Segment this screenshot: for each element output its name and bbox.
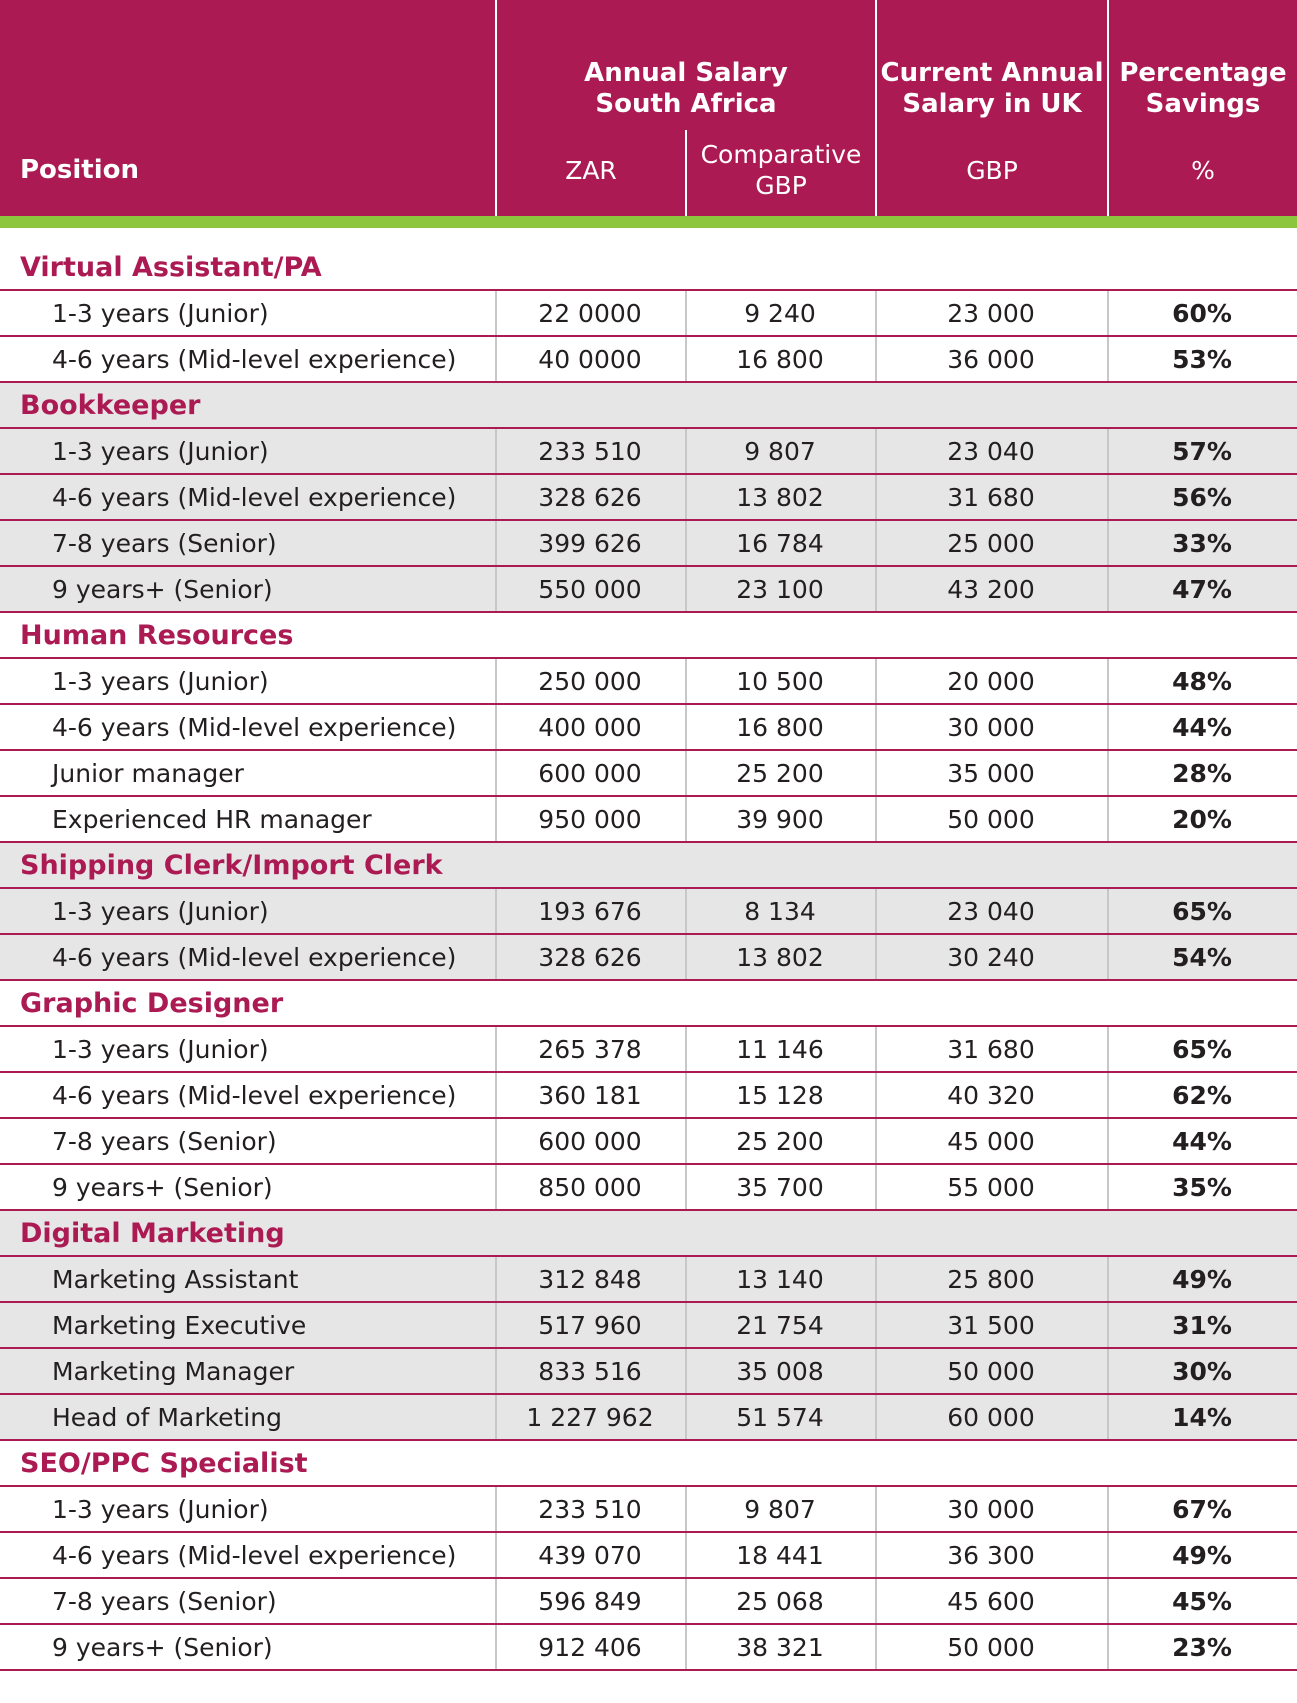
position-cell: 4-6 years (Mid-level experience) [52, 1541, 457, 1570]
zar-cell: 600 000 [538, 759, 642, 788]
savings-cell: 33% [1172, 529, 1232, 558]
zar-cell: 40 0000 [538, 345, 642, 374]
position-cell: Marketing Assistant [52, 1265, 299, 1294]
comparative-gbp-cell: 39 900 [736, 805, 824, 834]
zar-cell: 1 227 962 [526, 1403, 654, 1432]
group-title: Graphic Designer [20, 988, 284, 1019]
uk-salary-cell: 45 600 [947, 1587, 1035, 1616]
uk-salary-cell: 40 320 [947, 1081, 1035, 1110]
position-cell: 4-6 years (Mid-level experience) [52, 943, 457, 972]
table-row [0, 1625, 1297, 1671]
header-uk-gbp: GBP [966, 156, 1018, 185]
table-row [0, 1533, 1297, 1579]
group-title: Digital Marketing [20, 1218, 285, 1249]
uk-salary-cell: 31 500 [947, 1311, 1035, 1340]
savings-cell: 62% [1172, 1081, 1232, 1110]
uk-salary-cell: 30 000 [947, 713, 1035, 742]
position-cell: 4-6 years (Mid-level experience) [52, 1081, 457, 1110]
group-title: Bookkeeper [20, 390, 201, 421]
position-cell: Marketing Executive [52, 1311, 307, 1340]
group-title: Virtual Assistant/PA [20, 252, 322, 283]
uk-salary-cell: 35 000 [947, 759, 1035, 788]
group-title: Shipping Clerk/Import Clerk [20, 850, 443, 881]
uk-salary-cell: 23 040 [947, 897, 1035, 926]
position-cell: 4-6 years (Mid-level experience) [52, 713, 457, 742]
table-row [0, 797, 1297, 843]
position-cell: 4-6 years (Mid-level experience) [52, 345, 457, 374]
header-annual-salary-sa [497, 58, 875, 120]
comparative-gbp-cell: 9 807 [744, 1495, 816, 1524]
comparative-gbp-cell: 25 200 [736, 1127, 824, 1156]
comparative-gbp-cell: 15 128 [736, 1081, 824, 1110]
uk-salary-cell: 55 000 [947, 1173, 1035, 1202]
position-cell: 1-3 years (Junior) [52, 897, 269, 926]
comparative-gbp-cell: 13 802 [736, 483, 824, 512]
position-group [0, 981, 1297, 1211]
uk-salary-cell: 20 000 [947, 667, 1035, 696]
savings-cell: 28% [1172, 759, 1232, 788]
savings-cell: 49% [1172, 1265, 1232, 1294]
uk-salary-cell: 25 800 [947, 1265, 1035, 1294]
savings-cell: 20% [1172, 805, 1232, 834]
header-savings [1109, 58, 1297, 120]
position-cell: 9 years+ (Senior) [52, 1173, 273, 1202]
zar-cell: 600 000 [538, 1127, 642, 1156]
uk-salary-cell: 36 000 [947, 345, 1035, 374]
position-group [0, 383, 1297, 613]
zar-cell: 850 000 [538, 1173, 642, 1202]
savings-cell: 67% [1172, 1495, 1232, 1524]
savings-cell: 56% [1172, 483, 1232, 512]
position-group [0, 1441, 1297, 1671]
savings-cell: 47% [1172, 575, 1232, 604]
group-title: Human Resources [20, 620, 294, 651]
header-uk-line2: Salary in UK [902, 89, 1082, 119]
position-cell: 7-8 years (Senior) [52, 1127, 277, 1156]
comparative-gbp-cell: 9 807 [744, 437, 816, 466]
header-savings-percent: % [1191, 156, 1215, 185]
position-group [0, 613, 1297, 843]
comparative-gbp-cell: 13 802 [736, 943, 824, 972]
table-row [0, 1073, 1297, 1119]
table-row [0, 291, 1297, 337]
position-cell: 1-3 years (Junior) [52, 667, 269, 696]
comparative-gbp-cell: 35 008 [736, 1357, 824, 1386]
position-cell: 1-3 years (Junior) [52, 299, 269, 328]
zar-cell: 250 000 [538, 667, 642, 696]
uk-salary-cell: 23 040 [947, 437, 1035, 466]
uk-salary-cell: 50 000 [947, 1357, 1035, 1386]
header-position: Position [20, 155, 140, 185]
position-group [0, 245, 1297, 383]
uk-salary-cell: 23 000 [947, 299, 1035, 328]
table-row [0, 429, 1297, 475]
savings-cell: 57% [1172, 437, 1232, 466]
comparative-gbp-cell: 16 800 [736, 713, 824, 742]
position-cell: 1-3 years (Junior) [52, 437, 269, 466]
position-group [0, 1211, 1297, 1441]
table-row [0, 521, 1297, 567]
table-row [0, 1257, 1297, 1303]
zar-cell: 950 000 [538, 805, 642, 834]
zar-cell: 833 516 [538, 1357, 642, 1386]
position-cell: 9 years+ (Senior) [52, 575, 273, 604]
savings-cell: 44% [1172, 713, 1232, 742]
header-comparative-gbp [687, 139, 875, 201]
zar-cell: 360 181 [538, 1081, 642, 1110]
zar-cell: 312 848 [538, 1265, 642, 1294]
table-row [0, 337, 1297, 383]
comparative-gbp-cell: 35 700 [736, 1173, 824, 1202]
comparative-gbp-cell: 38 321 [736, 1633, 824, 1662]
table-row [0, 1487, 1297, 1533]
uk-salary-cell: 31 680 [947, 1035, 1035, 1064]
savings-cell: 44% [1172, 1127, 1232, 1156]
savings-cell: 60% [1172, 299, 1232, 328]
header-uk-salary [877, 58, 1107, 120]
zar-cell: 265 378 [538, 1035, 642, 1064]
header-uk-line1: Current Annual [880, 58, 1104, 88]
uk-salary-cell: 50 000 [947, 1633, 1035, 1662]
comparative-gbp-cell: 10 500 [736, 667, 824, 696]
header-comparative-line1: Comparative [700, 140, 862, 169]
uk-salary-cell: 30 000 [947, 1495, 1035, 1524]
zar-cell: 193 676 [538, 897, 642, 926]
table-header [0, 0, 1297, 216]
position-cell: 9 years+ (Senior) [52, 1633, 273, 1662]
position-cell: 7-8 years (Senior) [52, 1587, 277, 1616]
zar-cell: 233 510 [538, 1495, 642, 1524]
table-row [0, 1395, 1297, 1441]
position-cell: 1-3 years (Junior) [52, 1495, 269, 1524]
position-cell: Head of Marketing [52, 1403, 282, 1432]
uk-salary-cell: 30 240 [947, 943, 1035, 972]
header-comparative-line2: GBP [755, 171, 807, 200]
savings-cell: 31% [1172, 1311, 1232, 1340]
zar-cell: 517 960 [538, 1311, 642, 1340]
comparative-gbp-cell: 25 200 [736, 759, 824, 788]
uk-salary-cell: 50 000 [947, 805, 1035, 834]
group-title: SEO/PPC Specialist [20, 1448, 308, 1479]
table-row [0, 1349, 1297, 1395]
table-row [0, 1027, 1297, 1073]
table-row [0, 659, 1297, 705]
savings-cell: 54% [1172, 943, 1232, 972]
savings-cell: 45% [1172, 1587, 1232, 1616]
table-row [0, 1579, 1297, 1625]
savings-cell: 49% [1172, 1541, 1232, 1570]
header-accent-bar [0, 216, 1297, 228]
comparative-gbp-cell: 23 100 [736, 575, 824, 604]
savings-cell: 35% [1172, 1173, 1232, 1202]
header-annual-salary-sa-line1: Annual Salary [584, 58, 788, 88]
comparative-gbp-cell: 25 068 [736, 1587, 824, 1616]
table-row [0, 1119, 1297, 1165]
table-row [0, 567, 1297, 613]
table-row [0, 705, 1297, 751]
header-savings-line1: Percentage [1119, 58, 1287, 88]
uk-salary-cell: 45 000 [947, 1127, 1035, 1156]
comparative-gbp-cell: 18 441 [736, 1541, 824, 1570]
table-row [0, 751, 1297, 797]
zar-cell: 439 070 [538, 1541, 642, 1570]
comparative-gbp-cell: 16 784 [736, 529, 824, 558]
uk-salary-cell: 43 200 [947, 575, 1035, 604]
zar-cell: 328 626 [538, 943, 642, 972]
savings-cell: 53% [1172, 345, 1232, 374]
table-row [0, 1303, 1297, 1349]
comparative-gbp-cell: 8 134 [744, 897, 816, 926]
comparative-gbp-cell: 13 140 [736, 1265, 824, 1294]
savings-cell: 23% [1172, 1633, 1232, 1662]
zar-cell: 912 406 [538, 1633, 642, 1662]
table-row [0, 889, 1297, 935]
header-zar: ZAR [565, 156, 617, 185]
zar-cell: 400 000 [538, 713, 642, 742]
zar-cell: 22 0000 [538, 299, 642, 328]
position-cell: 1-3 years (Junior) [52, 1035, 269, 1064]
position-cell: 4-6 years (Mid-level experience) [52, 483, 457, 512]
row-divider [0, 1669, 1297, 1671]
comparative-gbp-cell: 9 240 [744, 299, 816, 328]
zar-cell: 328 626 [538, 483, 642, 512]
comparative-gbp-cell: 11 146 [736, 1035, 824, 1064]
uk-salary-cell: 31 680 [947, 483, 1035, 512]
uk-salary-cell: 36 300 [947, 1541, 1035, 1570]
savings-cell: 48% [1172, 667, 1232, 696]
table-row [0, 935, 1297, 981]
table-row [0, 1165, 1297, 1211]
zar-cell: 550 000 [538, 575, 642, 604]
uk-salary-cell: 25 000 [947, 529, 1035, 558]
comparative-gbp-cell: 16 800 [736, 345, 824, 374]
zar-cell: 233 510 [538, 437, 642, 466]
table-row [0, 475, 1297, 521]
zar-cell: 596 849 [538, 1587, 642, 1616]
comparative-gbp-cell: 21 754 [736, 1311, 824, 1340]
savings-cell: 65% [1172, 1035, 1232, 1064]
savings-cell: 65% [1172, 897, 1232, 926]
zar-cell: 399 626 [538, 529, 642, 558]
position-group [0, 843, 1297, 981]
uk-salary-cell: 60 000 [947, 1403, 1035, 1432]
position-cell: Junior manager [52, 759, 244, 788]
header-annual-salary-sa-line2: South Africa [595, 89, 777, 119]
position-cell: Experienced HR manager [52, 805, 372, 834]
position-cell: 7-8 years (Senior) [52, 529, 277, 558]
savings-cell: 14% [1172, 1403, 1232, 1432]
header-savings-line2: Savings [1145, 89, 1261, 119]
savings-cell: 30% [1172, 1357, 1232, 1386]
position-cell: Marketing Manager [52, 1357, 295, 1386]
comparative-gbp-cell: 51 574 [736, 1403, 824, 1432]
